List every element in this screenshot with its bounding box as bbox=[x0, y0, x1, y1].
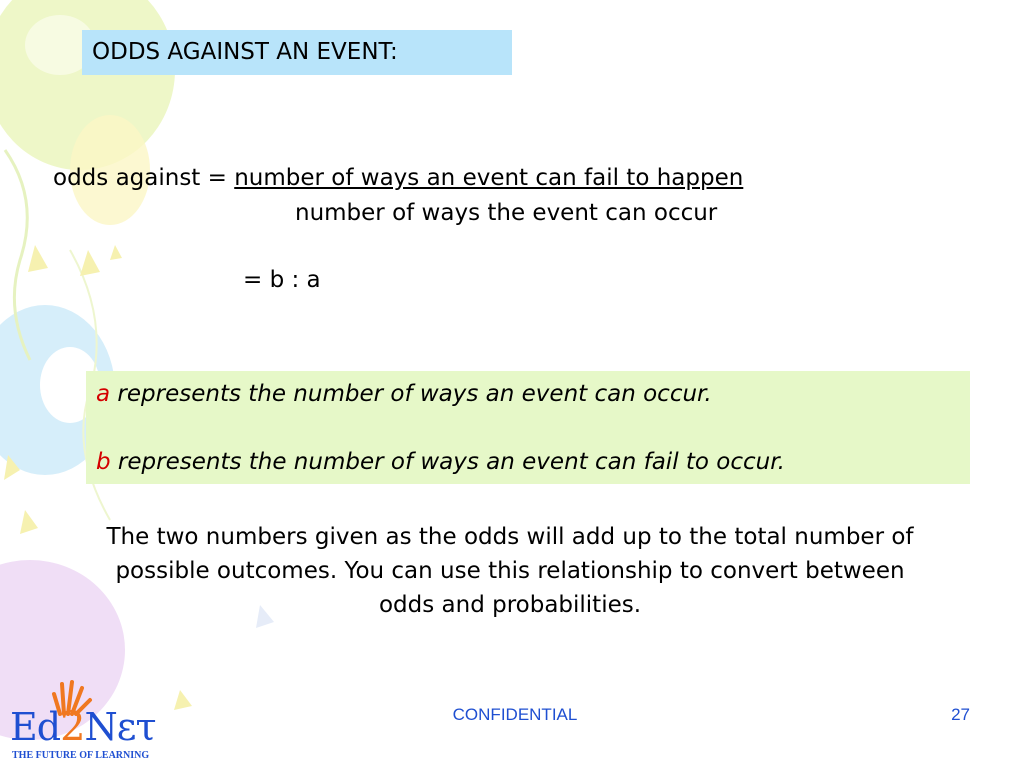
logo-tagline: THE FUTURE OF LEARNING bbox=[12, 750, 150, 761]
footer-confidential: CONFIDENTIAL bbox=[452, 705, 578, 724]
logo-wordmark bbox=[10, 704, 156, 750]
logo-ed: Ed bbox=[10, 705, 61, 749]
formula-denominator: number of ways the event can occur bbox=[295, 200, 718, 226]
definition-b-text: represents the number of ways an event can fail to occur. bbox=[110, 449, 785, 475]
formula-lhs: odds against = bbox=[53, 165, 235, 191]
explanation-paragraph: The two numbers given as the odds will add up to the total number of possible outcomes. You can use this relationship to convert between odds and probabilities. bbox=[106, 524, 914, 618]
page-number: 27 bbox=[951, 705, 970, 724]
logo-net: Nετ bbox=[84, 705, 156, 749]
ed2net-logo bbox=[10, 676, 170, 766]
definition-a-text: represents the number of ways an event can occur. bbox=[110, 381, 712, 407]
formula-numerator: number of ways an event can fail to happen bbox=[234, 165, 744, 191]
variable-a: a bbox=[96, 381, 111, 407]
variable-b: b bbox=[96, 449, 111, 475]
definition-a bbox=[96, 377, 970, 411]
formula-line bbox=[53, 162, 743, 194]
slide-title: ODDS AGAINST AN EVENT: bbox=[82, 30, 512, 75]
definitions-box bbox=[86, 371, 970, 484]
logo-two: 2 bbox=[60, 704, 85, 750]
definition-b bbox=[96, 445, 970, 479]
formula-result: = b : a bbox=[243, 267, 321, 293]
